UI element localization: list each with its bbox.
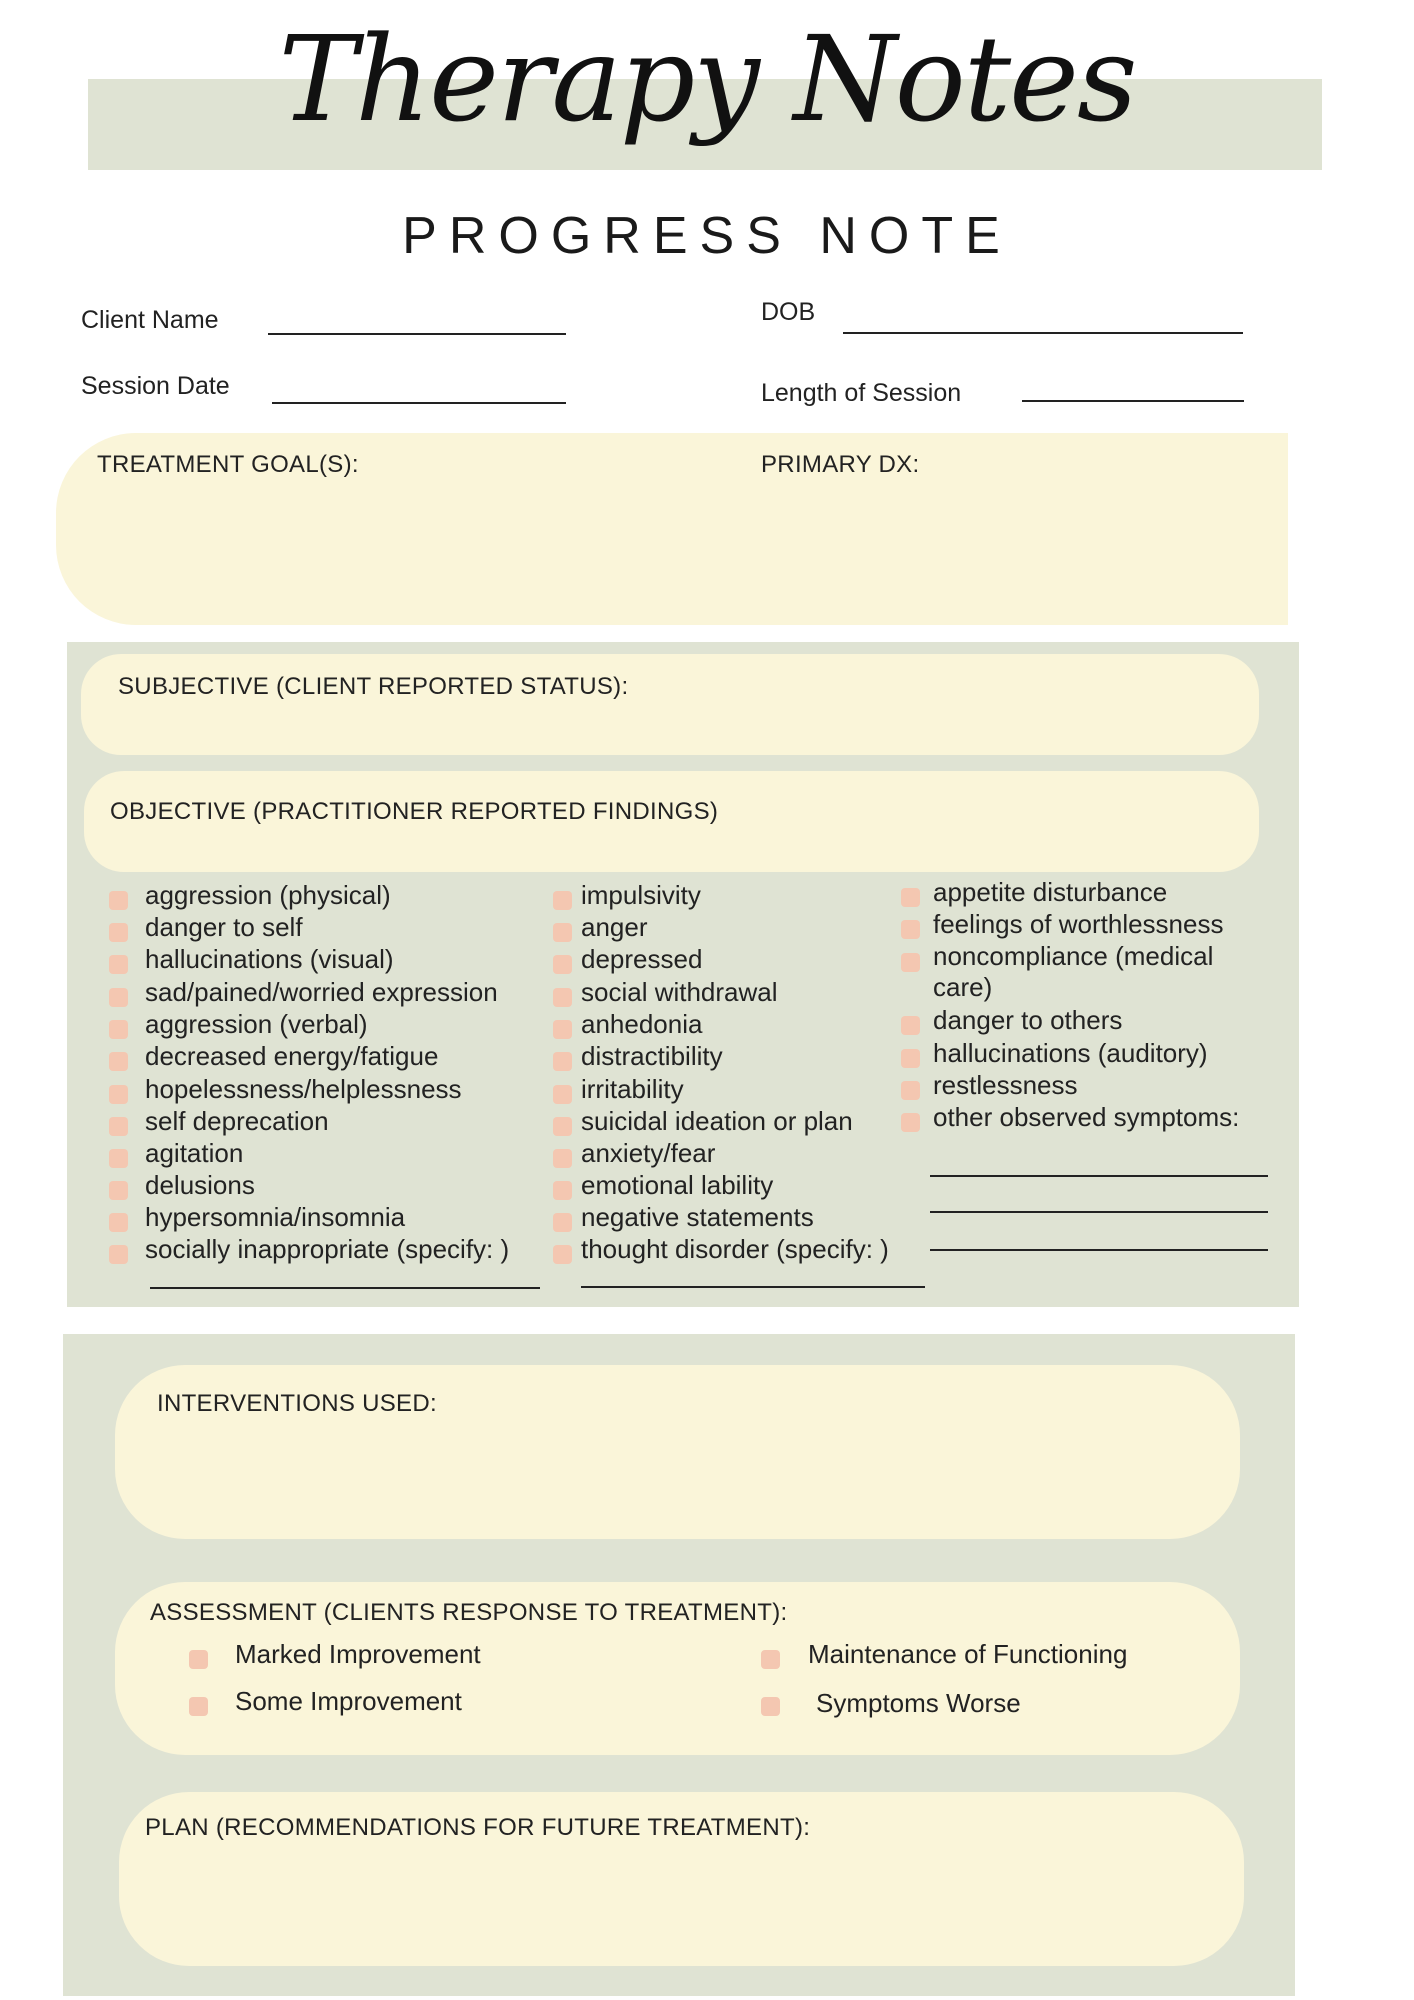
specify-line[interactable] xyxy=(150,1287,540,1289)
length-of-session-label: Length of Session xyxy=(761,379,962,407)
symptom-label: aggression (physical) xyxy=(145,880,391,910)
symptom-checkbox[interactable] xyxy=(901,1113,920,1132)
symptom-checkbox[interactable] xyxy=(109,923,128,942)
symptom-label: restlessness xyxy=(933,1070,1078,1100)
symptom-label: suicidal ideation or plan xyxy=(581,1106,853,1136)
assessment-checkbox-symptoms-worse[interactable] xyxy=(761,1697,780,1716)
client-name-field[interactable] xyxy=(268,333,566,335)
symptom-label: negative statements xyxy=(581,1202,814,1232)
symptom-label: agitation xyxy=(145,1138,244,1168)
dob-field[interactable] xyxy=(843,332,1243,334)
symptom-checkbox[interactable] xyxy=(553,955,572,974)
assessment-option-label: Maintenance of Functioning xyxy=(808,1639,1128,1669)
symptom-label: impulsivity xyxy=(581,880,701,910)
symptom-checkbox[interactable] xyxy=(901,888,920,907)
symptom-checkbox[interactable] xyxy=(109,1085,128,1104)
assessment-label: ASSESSMENT (CLIENTS RESPONSE TO TREATMENT): xyxy=(150,1599,788,1626)
symptom-label: noncompliance (medical care) xyxy=(933,941,1214,1002)
symptom-checkbox[interactable] xyxy=(901,1049,920,1068)
symptom-label: self deprecation xyxy=(145,1106,329,1136)
symptom-checkbox[interactable] xyxy=(553,1181,572,1200)
symptom-label: depressed xyxy=(581,944,703,974)
symptom-checkbox[interactable] xyxy=(553,923,572,942)
symptom-checkbox[interactable] xyxy=(109,1117,128,1136)
symptom-label: thought disorder (specify: ) xyxy=(581,1234,889,1264)
assessment-option-label: Symptoms Worse xyxy=(816,1688,1021,1718)
symptom-checkbox[interactable] xyxy=(109,988,128,1007)
session-date-field[interactable] xyxy=(272,402,566,404)
symptom-checkbox[interactable] xyxy=(109,1213,128,1232)
page-subtitle: PROGRESS NOTE xyxy=(402,207,1012,265)
symptom-checkbox[interactable] xyxy=(553,988,572,1007)
symptom-checkbox[interactable] xyxy=(553,1149,572,1168)
plan-label: PLAN (RECOMMENDATIONS FOR FUTURE TREATMENT): xyxy=(145,1814,811,1841)
interventions-label: INTERVENTIONS USED: xyxy=(157,1390,437,1417)
session-date-label: Session Date xyxy=(81,372,230,400)
other-symptoms-line-1[interactable] xyxy=(930,1175,1268,1177)
symptom-label: hypersomnia/insomnia xyxy=(145,1202,406,1232)
symptom-label: appetite disturbance xyxy=(933,877,1168,907)
other-symptoms-line-3[interactable] xyxy=(930,1249,1268,1251)
symptom-checkbox[interactable] xyxy=(553,1213,572,1232)
symptom-label: danger to self xyxy=(145,912,303,942)
symptom-label: decreased energy/fatigue xyxy=(145,1041,439,1071)
symptom-checkbox[interactable] xyxy=(109,1020,128,1039)
assessment-checkbox-some-improvement[interactable] xyxy=(189,1697,208,1716)
symptom-checkbox[interactable] xyxy=(109,1181,128,1200)
other-symptoms-line-2[interactable] xyxy=(930,1211,1268,1213)
symptom-label: socially inappropriate (specify: ) xyxy=(145,1234,510,1264)
symptom-checkbox[interactable] xyxy=(553,891,572,910)
symptom-label: other observed symptoms: xyxy=(933,1102,1240,1132)
symptom-label: irritability xyxy=(581,1074,684,1104)
symptom-label: danger to others xyxy=(933,1005,1123,1035)
symptom-label: emotional lability xyxy=(581,1170,774,1200)
specify-line[interactable] xyxy=(581,1286,925,1288)
page-title: Therapy Notes xyxy=(278,10,1136,148)
client-name-label: Client Name xyxy=(81,306,219,334)
symptom-label: anxiety/fear xyxy=(581,1138,716,1168)
symptom-checkbox[interactable] xyxy=(553,1020,572,1039)
symptom-checkbox[interactable] xyxy=(109,955,128,974)
symptom-checkbox[interactable] xyxy=(553,1117,572,1136)
symptom-checkbox[interactable] xyxy=(553,1245,572,1264)
symptom-checkbox[interactable] xyxy=(109,1149,128,1168)
symptom-checkbox[interactable] xyxy=(901,1016,920,1035)
length-of-session-field[interactable] xyxy=(1022,400,1244,402)
treatment-goals-label: TREATMENT GOAL(S): xyxy=(97,451,359,478)
symptom-label: delusions xyxy=(145,1170,255,1200)
dob-label: DOB xyxy=(761,298,816,326)
symptom-label: hallucinations (visual) xyxy=(145,944,394,974)
symptom-checkbox[interactable] xyxy=(109,891,128,910)
symptom-checkbox[interactable] xyxy=(553,1085,572,1104)
symptom-label: anhedonia xyxy=(581,1009,703,1039)
symptom-label: social withdrawal xyxy=(581,977,778,1007)
symptom-checkbox[interactable] xyxy=(901,1081,920,1100)
symptom-label: feelings of worthlessness xyxy=(933,909,1224,939)
symptom-checkbox[interactable] xyxy=(901,953,920,972)
symptom-checkbox[interactable] xyxy=(553,1052,572,1071)
symptom-label: aggression (verbal) xyxy=(145,1009,368,1039)
symptom-label: anger xyxy=(581,912,648,942)
primary-dx-label: PRIMARY DX: xyxy=(761,451,920,478)
symptom-checkbox[interactable] xyxy=(109,1052,128,1071)
assessment-checkbox-maintenance[interactable] xyxy=(761,1650,780,1669)
symptom-label: distractibility xyxy=(581,1041,723,1071)
objective-label: OBJECTIVE (PRACTITIONER REPORTED FINDINGS) xyxy=(110,798,719,825)
symptom-label: hallucinations (auditory) xyxy=(933,1038,1208,1068)
symptom-label: hopelessness/helplessness xyxy=(145,1074,462,1104)
assessment-option-label: Marked Improvement xyxy=(235,1639,481,1669)
symptom-checkbox[interactable] xyxy=(109,1245,128,1264)
assessment-option-label: Some Improvement xyxy=(235,1686,462,1716)
symptom-label: sad/pained/worried expression xyxy=(145,977,498,1007)
subjective-label: SUBJECTIVE (CLIENT REPORTED STATUS): xyxy=(118,673,629,700)
symptom-checkbox[interactable] xyxy=(901,920,920,939)
subjective-panel[interactable] xyxy=(81,654,1259,755)
assessment-checkbox-marked-improvement[interactable] xyxy=(189,1650,208,1669)
